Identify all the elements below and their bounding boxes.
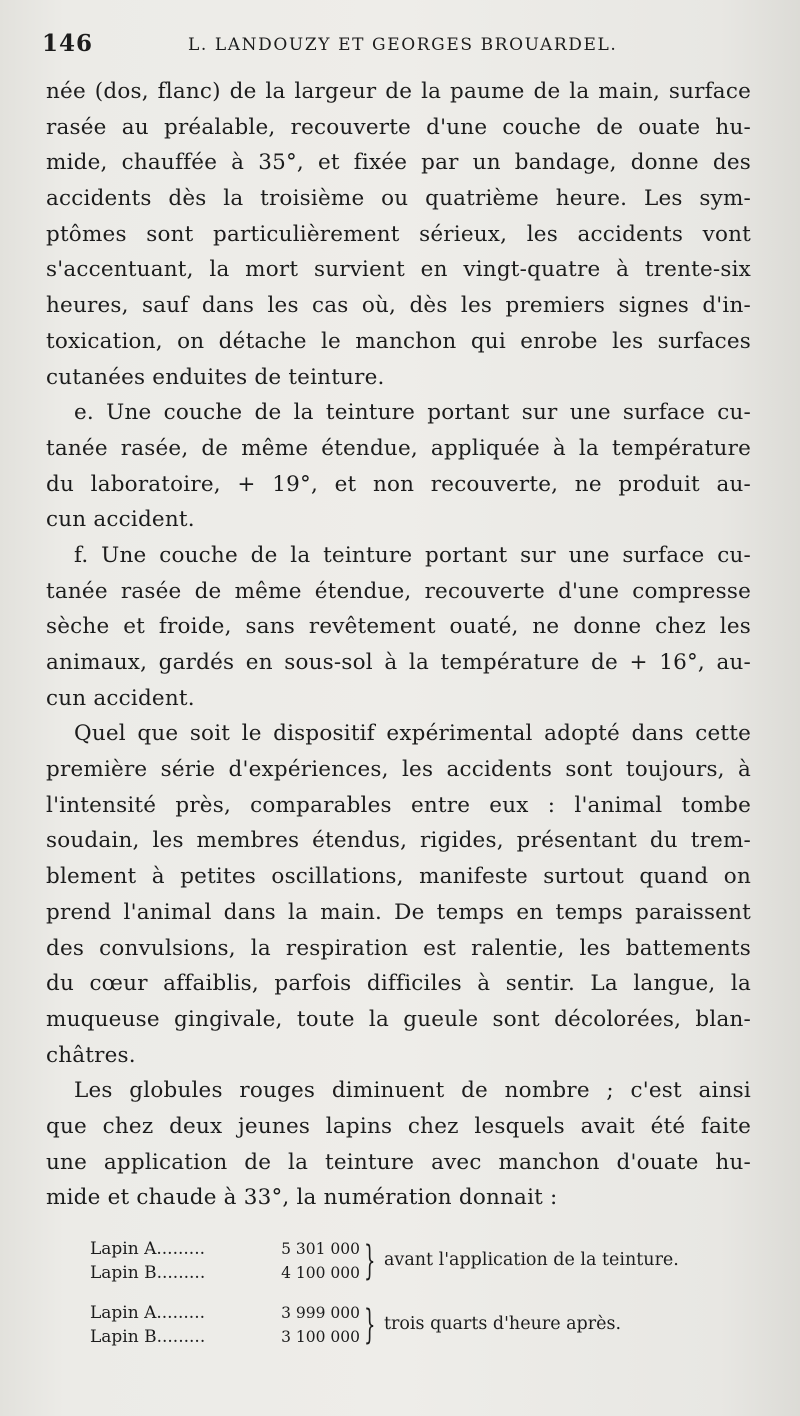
body-text bbox=[46, 74, 751, 1216]
page-number: 146 bbox=[42, 30, 94, 57]
text-line: une application de la teinture avec manchon d'ouate hu- bbox=[46, 1149, 751, 1175]
red-cell-count: 4 100 000 bbox=[281, 1264, 360, 1282]
text-line: cun accident. bbox=[46, 685, 195, 711]
text-line: cun accident. bbox=[46, 507, 195, 533]
text-line: f. Une couche de la teinture portant sur une surface cu- bbox=[74, 542, 751, 568]
table-row bbox=[90, 1238, 360, 1260]
text-line: rasée au préalable, recouverte d'une couche de ouate hu- bbox=[46, 114, 751, 140]
text-line: tanée rasée de même étendue, recouverte d'une compresse bbox=[46, 578, 751, 604]
text-line: prend l'animal dans la main. De temps en temps paraissent bbox=[46, 899, 751, 925]
red-cell-count: 3 100 000 bbox=[281, 1328, 360, 1346]
count-group-before bbox=[90, 1238, 730, 1288]
text-line: heures, sauf dans les cas où, dès les premiers signes d'in- bbox=[46, 293, 751, 319]
text-line: cutanées enduites de teinture. bbox=[46, 364, 385, 390]
text-line: du laboratoire, + 19°, et non recouverte, ne produit au- bbox=[46, 471, 751, 497]
rabbit-name: Lapin A......... bbox=[90, 1303, 206, 1323]
group-note: trois quarts d'heure après. bbox=[384, 1314, 622, 1334]
right-brace-glyph: } bbox=[364, 1302, 376, 1348]
rabbit-name: Lapin A......... bbox=[90, 1239, 206, 1259]
count-group-after bbox=[90, 1302, 730, 1352]
text-line: tanée rasée, de même étendue, appliquée à la température bbox=[46, 435, 751, 461]
text-line: e. Une couche de la teinture portant sur une surface cu- bbox=[74, 400, 751, 426]
text-line: l'intensité près, comparables entre eux : l'animal tombe bbox=[46, 792, 751, 818]
rabbit-name: Lapin B......... bbox=[90, 1327, 206, 1347]
running-head: L. LANDOUZY ET GEORGES BROUARDEL. bbox=[188, 35, 618, 55]
text-line: s'accentuant, la mort survient en vingt-quatre à trente-six bbox=[46, 257, 751, 283]
text-line: ptômes sont particulièrement sérieux, les accidents vont bbox=[46, 221, 751, 247]
text-line: Quel que soit le dispositif expérimental adopté dans cette bbox=[74, 721, 751, 747]
group-note: avant l'application de la teinture. bbox=[384, 1250, 679, 1270]
text-line: mide et chaude à 33°, la numération donnait : bbox=[46, 1185, 558, 1211]
text-line: blement à petites oscillations, manifeste surtout quand on bbox=[46, 864, 751, 890]
text-line: née (dos, flanc) de la largeur de la paume de la main, surface bbox=[46, 79, 751, 104]
table-row bbox=[90, 1302, 360, 1324]
text-line: châtres. bbox=[46, 1042, 136, 1068]
table-row bbox=[90, 1326, 360, 1348]
text-line: du cœur affaiblis, parfois difficiles à sentir. La langue, la bbox=[46, 971, 751, 997]
table-row bbox=[90, 1262, 360, 1284]
text-line: animaux, gardés en sous-sol à la température de + 16°, au- bbox=[46, 650, 751, 675]
text-line: mide, chauffée à 35°, et fixée par un bandage, donne des bbox=[46, 150, 751, 176]
text-line: sèche et froide, sans revêtement ouaté, ne donne chez les bbox=[46, 614, 751, 640]
text-line: accidents dès la troisième ou quatrième heure. Les sym- bbox=[46, 186, 751, 212]
text-line: soudain, les membres étendus, rigides, présentant du trem- bbox=[46, 828, 751, 854]
red-cell-count: 5 301 000 bbox=[281, 1240, 360, 1258]
text-line: Les globules rouges diminuent de nombre ; c'est ainsi bbox=[74, 1078, 751, 1104]
rabbit-name: Lapin B......... bbox=[90, 1263, 206, 1283]
blood-count-table bbox=[90, 1238, 730, 1366]
page-header bbox=[42, 30, 762, 66]
text-line: que chez deux jeunes lapins chez lesquels avait été faite bbox=[46, 1113, 751, 1139]
right-brace-glyph: } bbox=[364, 1238, 376, 1284]
text-line: première série d'expériences, les accidents sont toujours, à bbox=[46, 757, 751, 783]
text-line: toxication, on détache le manchon qui enrobe les surfaces bbox=[46, 328, 751, 354]
text-line: des convulsions, la respiration est ralentie, les battements bbox=[46, 935, 751, 961]
red-cell-count: 3 999 000 bbox=[281, 1304, 360, 1322]
text-line: muqueuse gingivale, toute la gueule sont décolorées, blan- bbox=[46, 1006, 751, 1032]
